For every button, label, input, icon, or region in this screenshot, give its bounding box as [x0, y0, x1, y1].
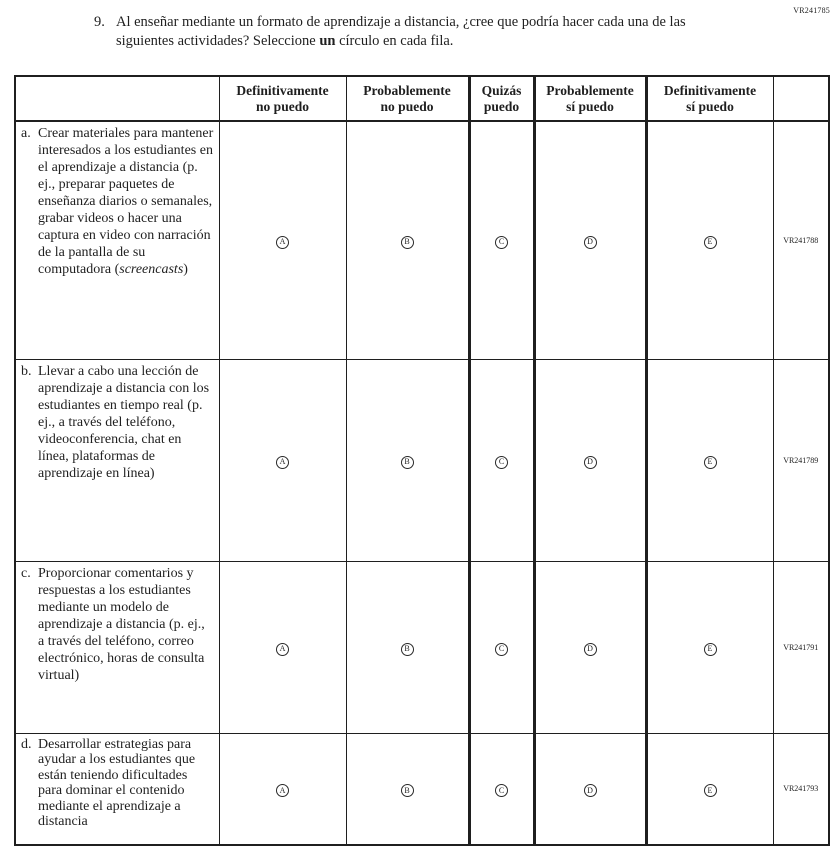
activity-label-d — [15, 733, 219, 845]
option-cell — [534, 561, 646, 733]
table-row-c — [15, 561, 829, 733]
option-cell — [646, 121, 773, 359]
option-cell — [534, 121, 646, 359]
option-bubble-c[interactable]: C — [495, 784, 508, 797]
row-letter: c. — [21, 565, 31, 581]
option-cell — [646, 561, 773, 733]
option-cell — [534, 733, 646, 845]
row-text: Llevar a cabo una lección de aprendizaje a distancia con los estudiantes en tiempo real (p. ej., a través del teléfono, videoconferencia, chat en línea, plataformas de aprendizaje en línea) — [38, 363, 210, 481]
row-text: Crear materiales para mantener interesados a los estudiantes en el aprendizaje a distancia (p. ej., preparar paquetes de enseñanza diarios o semanales, grabar videos o hacer una captura en video con narración de la pantalla de su computadora (screencasts) — [38, 126, 214, 277]
option-bubble-b[interactable]: B — [401, 236, 414, 249]
header-definitivamente-no-puedo: Definitivamente no puedo — [219, 76, 346, 121]
option-cell — [469, 561, 534, 733]
row-letter: b. — [21, 363, 32, 379]
option-bubble-e[interactable]: E — [704, 643, 717, 656]
activity-label-a — [15, 121, 219, 359]
option-bubble-d[interactable]: D — [584, 236, 597, 249]
question-number: 9. — [94, 14, 105, 30]
option-cell — [469, 733, 534, 845]
question-9 — [94, 13, 716, 51]
option-bubble-b[interactable]: B — [401, 456, 414, 469]
option-cell — [219, 733, 346, 845]
header-blank — [15, 76, 219, 121]
option-cell — [346, 121, 469, 359]
row-code: VR241793 — [773, 733, 829, 845]
option-cell — [346, 561, 469, 733]
option-bubble-e[interactable]: E — [704, 456, 717, 469]
option-cell — [469, 121, 534, 359]
header-probablemente-no-puedo: Probablemente no puedo — [346, 76, 469, 121]
option-cell — [646, 733, 773, 845]
option-bubble-c[interactable]: C — [495, 643, 508, 656]
option-bubble-a[interactable]: A — [276, 784, 289, 797]
question-text-part2: círculo en cada fila. — [335, 33, 454, 50]
header-definitivamente-si-puedo: Definitivamente sí puedo — [646, 76, 773, 121]
response-grid — [14, 75, 830, 846]
option-bubble-d[interactable]: D — [584, 456, 597, 469]
option-bubble-b[interactable]: B — [401, 784, 414, 797]
option-bubble-d[interactable]: D — [584, 643, 597, 656]
option-bubble-d[interactable]: D — [584, 784, 597, 797]
row-text: Proporcionar comentarios y respuestas a los estudiantes mediante un modelo de aprendizaje a distancia (p. ej., a través del teléfono, correo electrónico, horas de consulta virtual) — [38, 565, 205, 683]
row-text: Desarrollar estrategias para ayudar a los estudiantes que están teniendo dificultades para dominar el contenido mediante el aprendizaje a distancia — [38, 736, 196, 829]
header-row — [15, 76, 829, 121]
row-letter: a. — [21, 126, 31, 141]
row-code: VR241791 — [773, 561, 829, 733]
form-code: VR241785 — [793, 6, 830, 15]
option-cell — [534, 359, 646, 561]
option-cell — [219, 561, 346, 733]
option-bubble-e[interactable]: E — [704, 236, 717, 249]
option-cell — [346, 359, 469, 561]
activity-label-b — [15, 359, 219, 561]
question-text — [116, 13, 716, 51]
table-row-a — [15, 121, 829, 359]
row-code: VR241788 — [773, 121, 829, 359]
header-quizas-puedo: Quizás puedo — [469, 76, 534, 121]
row-code: VR241789 — [773, 359, 829, 561]
option-bubble-c[interactable]: C — [495, 456, 508, 469]
question-text-part1: Al enseñar mediante un formato de aprendizaje a distancia, ¿cree que podría hacer cada una de las siguientes actividades? Seleccione — [116, 14, 686, 50]
option-cell — [469, 359, 534, 561]
option-cell — [219, 121, 346, 359]
option-bubble-a[interactable]: A — [276, 236, 289, 249]
option-cell — [346, 733, 469, 845]
option-bubble-a[interactable]: A — [276, 643, 289, 656]
option-cell — [646, 359, 773, 561]
header-probablemente-si-puedo: Probablemente sí puedo — [534, 76, 646, 121]
italic-term: screencasts — [119, 262, 184, 277]
table-row-d — [15, 733, 829, 845]
activity-label-c — [15, 561, 219, 733]
option-bubble-e[interactable]: E — [704, 784, 717, 797]
row-letter: d. — [21, 736, 32, 752]
header-code-blank — [773, 76, 829, 121]
question-text-bold: un — [319, 33, 336, 50]
table-row-b — [15, 359, 829, 561]
option-cell — [219, 359, 346, 561]
option-bubble-a[interactable]: A — [276, 456, 289, 469]
option-bubble-c[interactable]: C — [495, 236, 508, 249]
option-bubble-b[interactable]: B — [401, 643, 414, 656]
